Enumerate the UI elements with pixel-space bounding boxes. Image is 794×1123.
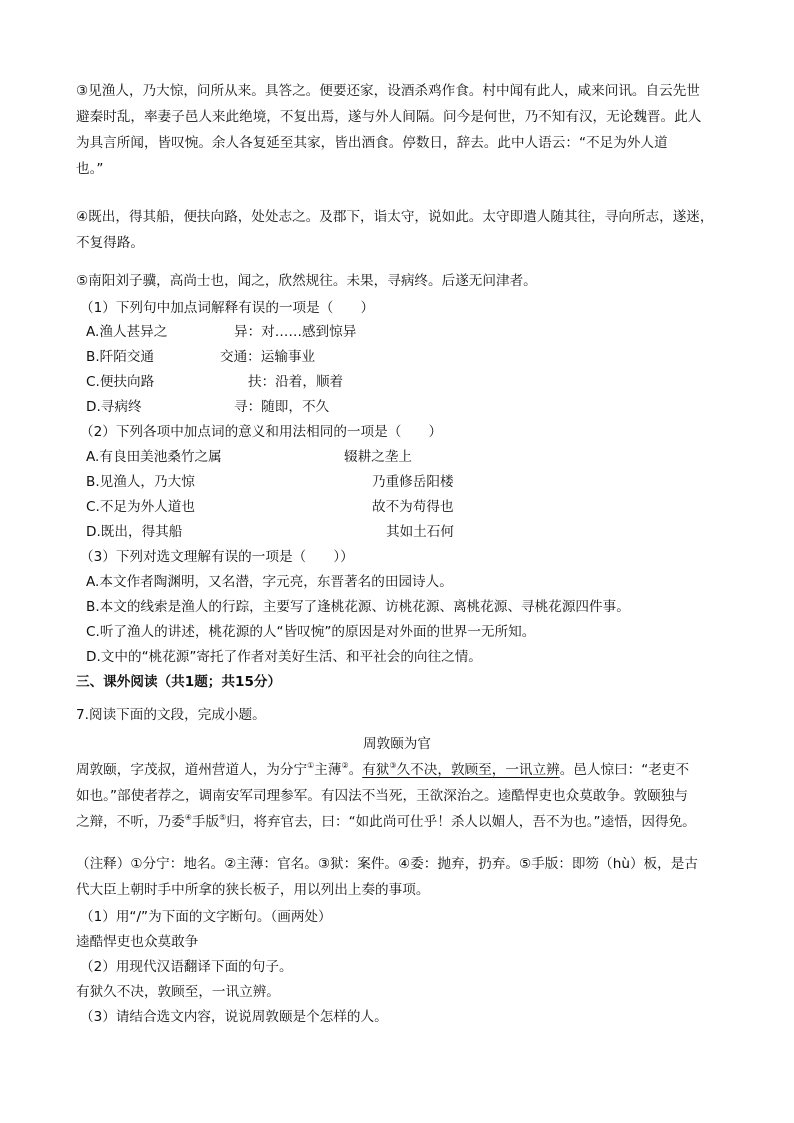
q1-option-b: B.阡陌交通 交通：运输事业 [86,349,316,365]
question-3-stem: （3）下列对选文理解有误的一项是（ ）） [80,549,354,565]
q2-option-a: A.有良田美池桑竹之属 辍耕之垄上 [86,449,412,465]
q2-option-b: B.见渔人，乃大惊 乃重修岳阳楼 [86,474,454,490]
q7-subquestion-2-text: 有狱久不决，敦顾至，一讯立辨。 [76,984,280,1000]
q7-subquestion-3: （3）请结合选文内容，说说周敦颐是个怎样的人。 [80,1009,388,1025]
text-line: 不复得路。 [76,235,144,251]
q7-subquestion-1: （1）用“/”为下面的文字断句。（画两处） [80,909,332,925]
text-line: ⑤南阳刘子骥，高尚士也，闻之，欣然规往。未果，寻病终。后遂无问津者。 [76,273,537,289]
text-line: 避秦时乱，率妻子邑人来此绝境，不复出焉，遂与外人间隔。问今是何世，乃不知有汉，无论魏晋。此人 [76,109,702,125]
text-line: 周敦颐，字茂叔，道州营道人，为分宁①主薄②。有狱③久不决，敦顾至，一讯立辨。邑人惊曰：“老吏不 [76,761,690,778]
q7-subquestion-2: （2）用现代汉语翻译下面的句子。 [80,959,293,975]
q3-option-c: C.听了渔人的讲述，桃花源的人“皆叹惋”的原因是对外面的世界一无所知。 [86,624,536,640]
text-line: ④既出，得其船，便扶向路，处处志之。及郡下，诣太守，说如此。太守即遣人随其往，寻向所志，遂迷， [76,209,714,225]
q3-option-a: A.本文作者陶渊明，又名潜，字元亮，东晋著名的田园诗人。 [86,574,453,590]
q7-subquestion-1-text: 逵酷悍吏也众莫敢争 [76,934,199,950]
passage-title: 周敦颐为官 [363,736,431,752]
passage-paragraph-3 [76,78,722,182]
q7-passage [76,757,722,835]
question-2-stem: （2）下列各项中加点词的意义和用法相同的一项是（ ） [80,424,443,440]
question-1-stem: （1）下列句中加点词解释有误的一项是（ ） [80,300,375,316]
q1-option-a: A.渔人甚异之 异：对……感到惊异 [86,324,357,340]
text-line: 如也。”部使者荐之，调南安军司理参军。有囚法不当死，王欲深治之。逵酷悍吏也众莫敢争。敦颐独与 [76,788,688,804]
text-line: （注释）①分宁：地名。②主薄：官名。③狱：案件。④委：抛弃，扔弃。⑤手版：即笏（hù）板，是古 [76,856,698,872]
question-7-intro: 7.阅读下面的文段，完成小题。 [76,707,266,723]
section-heading: 三、课外阅读（共1题；共15分） [76,674,282,690]
text-line: 为具言所闻，皆叹惋。余人各复延至其家，皆出酒食。停数日，辞去。此中人语云：“不足为外人道 [76,135,668,151]
q2-option-c: C.不足为外人道也 故不为苟得也 [86,499,454,515]
underlined-sentence: 有狱③久不决，敦顾至，一讯立辨 [362,761,560,778]
passage-paragraph-5 [76,268,722,294]
q7-notes [76,851,722,903]
text-line: ③见渔人，乃大惊，问所从来。具答之。便要还家，设酒杀鸡作食。村中闻有此人，咸来问讯。自云先世 [76,83,700,99]
passage-paragraph-4 [76,204,722,256]
text-line: 之辩，不听，乃委④手版⑤归，将弃官去，曰：“如此尚可仕乎！杀人以媚人，吾不为也。”逵悟，因得免。 [76,813,696,830]
text-line: 代大臣上朝时手中所拿的狭长板子，用以列出上奏的事项。 [76,882,430,898]
q3-option-d: D.文中的“桃花源”寄托了作者对美好生活、和平社会的向往之情。 [86,649,482,665]
q1-option-c: C.便扶向路 扶：沿着，顺着 [86,374,344,390]
text-line: 也。” [76,161,104,177]
q1-option-d: D.寻病终 寻：随即，不久 [86,399,330,415]
q3-option-b: B.本文的线索是渔人的行踪，主要写了逢桃花源、访桃花源、离桃花源、寻桃花源四件事。 [86,599,630,615]
q2-option-d: D.既出，得其船 其如土石何 [86,524,454,540]
